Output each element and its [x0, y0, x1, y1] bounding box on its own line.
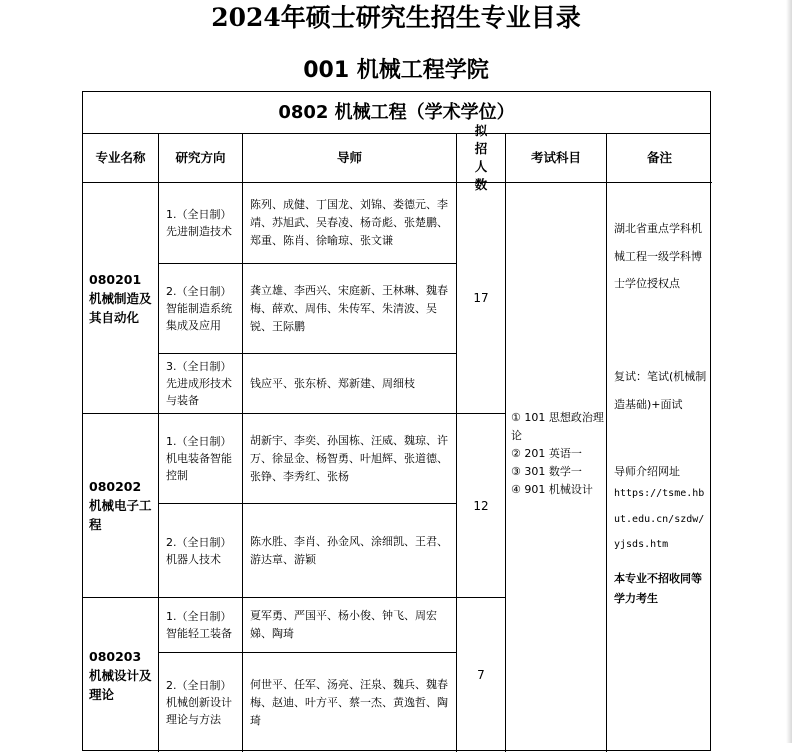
- college-title: 001 机械工程学院: [303, 58, 489, 83]
- quota-cell: 7: [456, 597, 505, 752]
- header-direction: 研究方向: [158, 134, 242, 182]
- major-title: 0802 机械工程（学术学位）: [83, 92, 710, 134]
- note-url-label: 导师介绍网址: [614, 465, 680, 478]
- major-name: 机械设计及理论: [89, 667, 152, 702]
- advisors-cell: 钱应平、张东桥、郑新建、周细枝: [242, 353, 456, 413]
- direction-cell: 1.（全日制）机电装备智能控制: [158, 413, 242, 503]
- exam-subjects-cell: [505, 182, 606, 752]
- exam-subject: ② 201 英语一: [511, 446, 582, 460]
- advisors-cell: 陈列、成健、丁国龙、刘锦、娄德元、李靖、苏旭武、吴春凌、杨奇彪、张楚鹏、郑重、陈肖、徐喻琼、张文谦: [242, 182, 456, 263]
- header-quota: 拟招人数: [456, 134, 505, 182]
- direction-cell: 2.（全日制）智能制造系统集成及应用: [158, 263, 242, 353]
- note-discipline: 湖北省重点学科机械工程一级学科博士学位授权点: [614, 222, 702, 290]
- major-code: 080203: [89, 648, 142, 664]
- major-name: 机械制造及其自动化: [89, 290, 152, 325]
- page-edge-shadow: [786, 0, 792, 743]
- exam-subject: ③ 301 数学一: [511, 464, 582, 478]
- advisors-cell: 陈水胜、李肖、孙金风、涂细凯、王君、游达章、游颖: [242, 503, 456, 597]
- header-advisors: 导师: [242, 134, 456, 182]
- major-name: 机械电子工程: [89, 498, 152, 532]
- advisors-cell: 夏军勇、严国平、杨小俊、钟飞、周宏娣、陶琦: [242, 597, 456, 652]
- header-exam: 考试科目: [505, 134, 606, 182]
- major-cell-080202: [83, 413, 158, 597]
- catalog-table: [82, 91, 711, 751]
- header-major: 专业名称: [95, 150, 146, 165]
- direction-cell: 2.（全日制）机器人技术: [158, 503, 242, 597]
- advisors-cell: 龚立雄、李西兴、宋庭新、王林琳、魏春梅、薛欢、周伟、朱传军、朱清波、吴锐、王际鹏: [242, 263, 456, 353]
- major-code: 080202: [89, 479, 142, 494]
- notes-cell: [606, 182, 712, 752]
- direction-cell: 1.（全日制）先进制造技术: [158, 182, 242, 263]
- quota-cell: 12: [456, 413, 505, 597]
- direction-cell: 3.（全日制）先进成形技术与装备: [158, 353, 242, 413]
- major-cell-080203: [83, 597, 158, 752]
- advisors-cell: 胡新宇、李奕、孙国栋、汪威、魏琼、许万、徐显金、杨智勇、叶旭辉、张道德、张铮、李秀红、张杨: [242, 413, 456, 503]
- exam-subject: ④ 901 机械设计: [511, 482, 593, 496]
- document-title: 2024年硕士研究生招生专业目录: [211, 3, 581, 32]
- header-notes: 备注: [606, 134, 712, 182]
- major-cell-080201: [83, 182, 158, 413]
- advisor-url-link[interactable]: https://tsme.hbut.edu.cn/szdw/yjsds.htm: [614, 488, 705, 550]
- exam-subject: ① 101 思想政治理论: [511, 410, 604, 442]
- advisors-cell: 何世平、任军、汤亮、汪泉、魏兵、魏春梅、赵迪、叶方平、蔡一杰、黄逸哲、陶琦: [242, 652, 456, 752]
- note-retest: 复试：笔试(机械制造基础)+面试: [614, 370, 707, 411]
- direction-cell: 1.（全日制）智能轻工装备: [158, 597, 242, 652]
- quota-cell: 17: [456, 182, 505, 413]
- direction-cell: 2.（全日制）机械创新设计理论与方法: [158, 652, 242, 752]
- note-restriction: 本专业不招收同等学力考生: [614, 572, 702, 605]
- major-code: 080201: [89, 271, 142, 287]
